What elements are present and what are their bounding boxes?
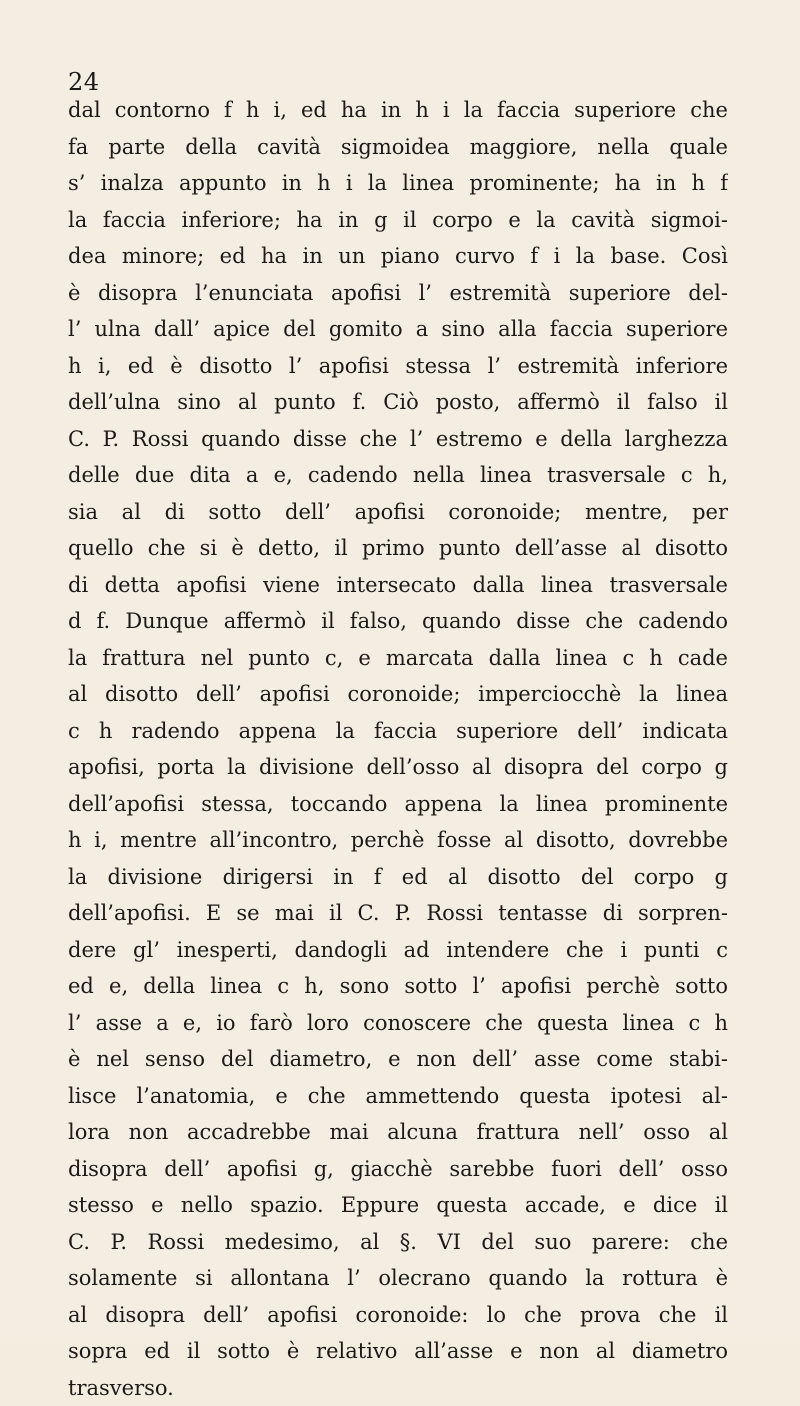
text-line: è nel senso del diametro, e non dell’ asse come stabi-: [68, 1041, 728, 1078]
text-line: al disotto dell’ apofisi coronoide; imperciocchè la linea: [68, 676, 728, 713]
text-line: lisce l’anatomia, e che ammettendo questa ipotesi al-: [68, 1078, 728, 1115]
text-line: C. P. Rossi quando disse che l’ estremo e della larghezza: [68, 421, 728, 458]
text-line: la frattura nel punto c, e marcata dalla linea c h cade: [68, 640, 728, 677]
text-line: dell’ulna sino al punto f. Ciò posto, affermò il falso il: [68, 384, 728, 421]
text-line: delle due dita a e, cadendo nella linea trasversale c h,: [68, 457, 728, 494]
text-line: trasverso.: [68, 1370, 728, 1406]
text-line: la divisione dirigersi in f ed al disotto del corpo g: [68, 859, 728, 896]
body-text: [68, 92, 728, 1406]
text-line: dal contorno f h i, ed ha in h i la faccia superiore che: [68, 92, 728, 129]
text-line: h i, mentre all’incontro, perchè fosse al disotto, dovrebbe: [68, 822, 728, 859]
text-line: di detta apofisi viene intersecato dalla linea trasversale: [68, 567, 728, 604]
text-line: stesso e nello spazio. Eppure questa accade, e dice il: [68, 1187, 728, 1224]
text-line: dell’apofisi. E se mai il C. P. Rossi tentasse di sorpren-: [68, 895, 728, 932]
text-line: sia al di sotto dell’ apofisi coronoide; mentre, per: [68, 494, 728, 531]
text-line: al disopra dell’ apofisi coronoide: lo che prova che il: [68, 1297, 728, 1334]
page-number: 24: [68, 68, 100, 96]
text-line: dea minore; ed ha in un piano curvo f i la base. Così: [68, 238, 728, 275]
text-line: disopra dell’ apofisi g, giacchè sarebbe fuori dell’ osso: [68, 1151, 728, 1188]
text-line: lora non accadrebbe mai alcuna frattura nell’ osso al: [68, 1114, 728, 1151]
text-line: quello che si è detto, il primo punto dell’asse al disotto: [68, 530, 728, 567]
text-line: s’ inalza appunto in h i la linea prominente; ha in h f: [68, 165, 728, 202]
text-line: dere gl’ inesperti, dandogli ad intendere che i punti c: [68, 932, 728, 969]
text-line: dell’apofisi stessa, toccando appena la linea prominente: [68, 786, 728, 823]
text-line: solamente si allontana l’ olecrano quando la rottura è: [68, 1260, 728, 1297]
text-line: d f. Dunque affermò il falso, quando disse che cadendo: [68, 603, 728, 640]
text-line: è disopra l’enunciata apofisi l’ estremità superiore del-: [68, 275, 728, 312]
text-line: apofisi, porta la divisione dell’osso al disopra del corpo g: [68, 749, 728, 786]
text-line: l’ ulna dall’ apice del gomito a sino alla faccia superiore: [68, 311, 728, 348]
text-line: fa parte della cavità sigmoidea maggiore, nella quale: [68, 129, 728, 166]
text-line: h i, ed è disotto l’ apofisi stessa l’ estremità inferiore: [68, 348, 728, 385]
text-line: l’ asse a e, io farò loro conoscere che questa linea c h: [68, 1005, 728, 1042]
text-line: C. P. Rossi medesimo, al §. VI del suo parere: che: [68, 1224, 728, 1261]
text-line: ed e, della linea c h, sono sotto l’ apofisi perchè sotto: [68, 968, 728, 1005]
text-line: sopra ed il sotto è relativo all’asse e non al diametro: [68, 1333, 728, 1370]
text-line: c h radendo appena la faccia superiore dell’ indicata: [68, 713, 728, 750]
text-line: la faccia inferiore; ha in g il corpo e la cavità sigmoi-: [68, 202, 728, 239]
